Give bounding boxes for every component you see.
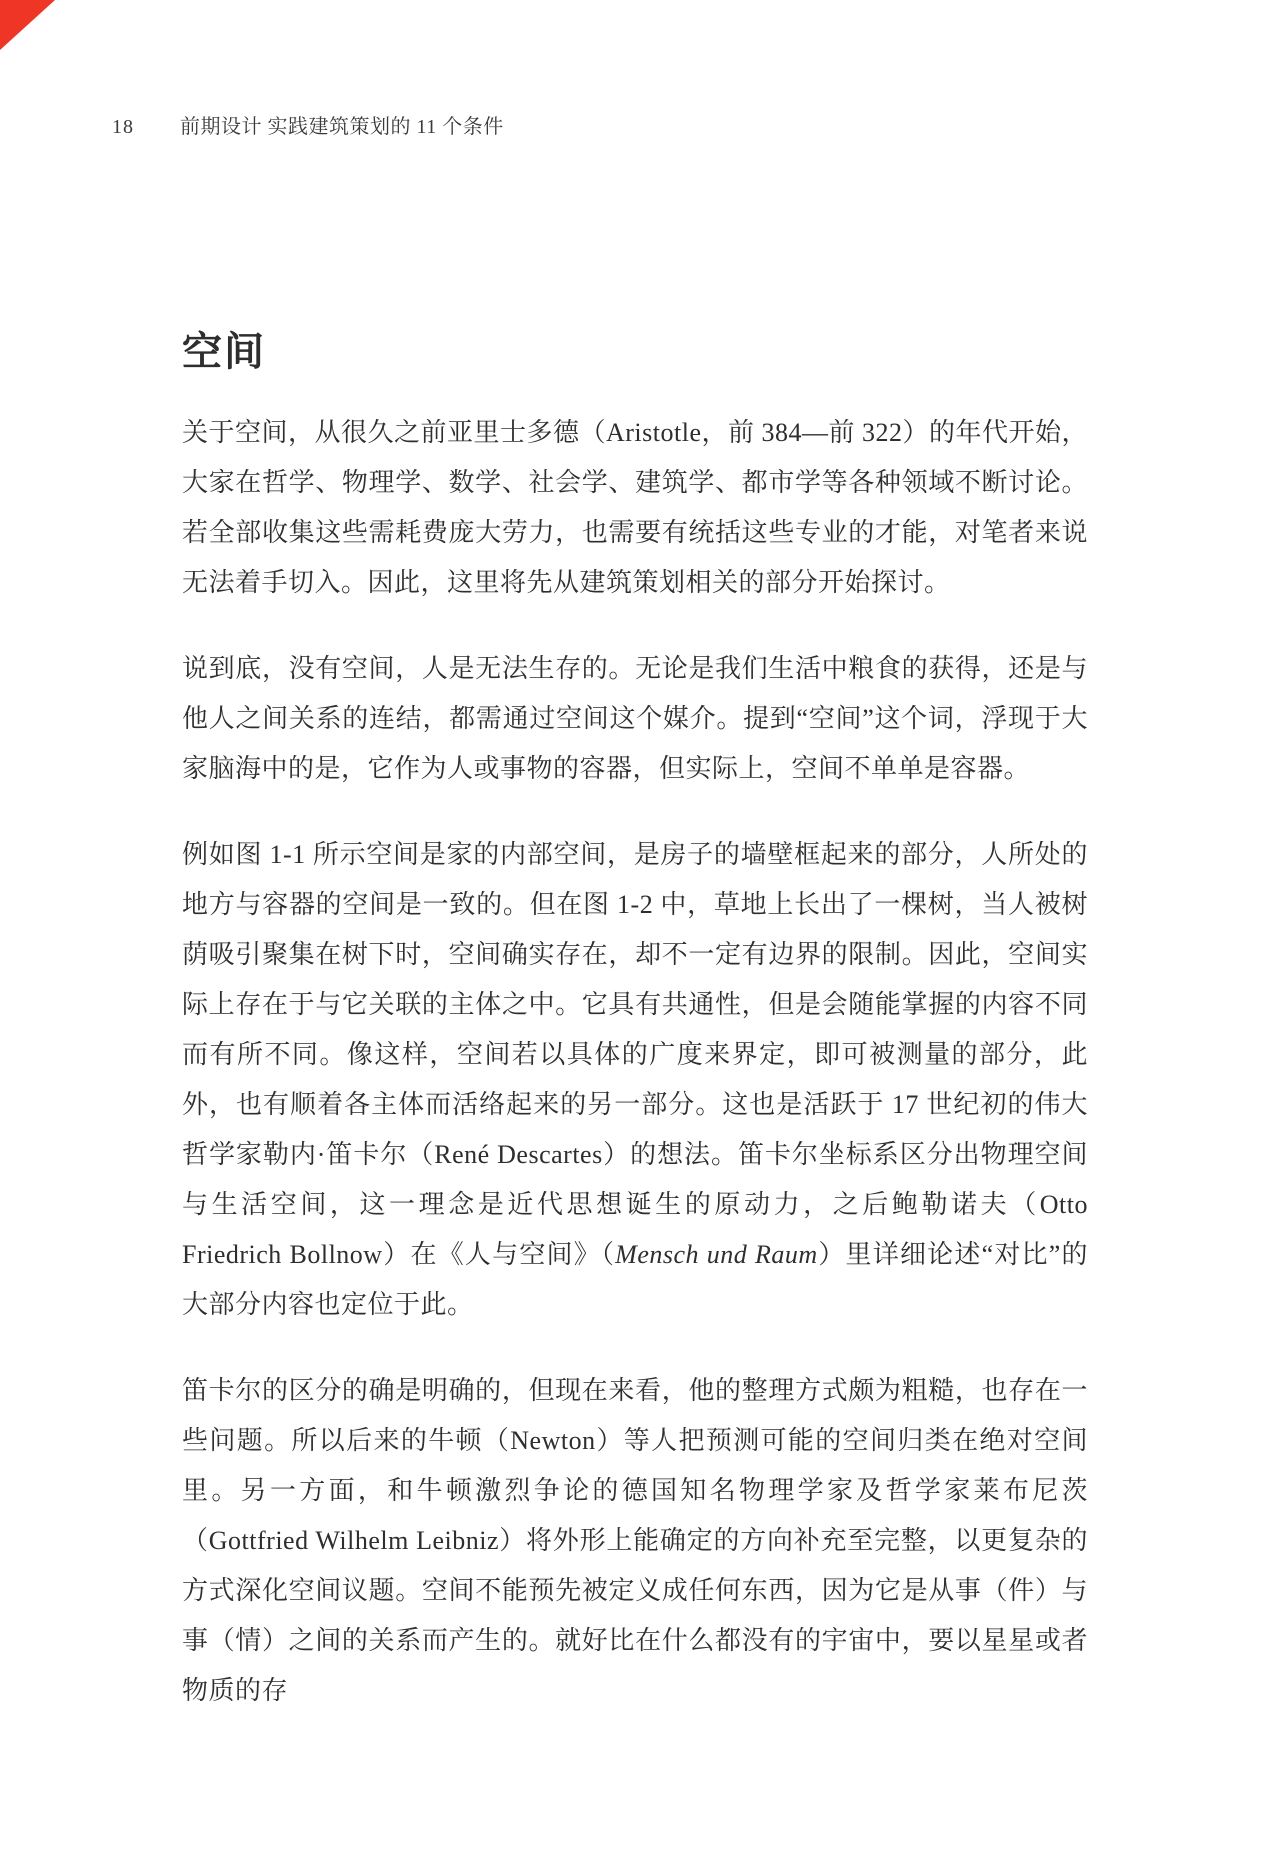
paragraph-3 xyxy=(182,830,1088,1330)
paragraph-2: 说到底，没有空间，人是无法生存的。无论是我们生活中粮食的获得，还是与他人之间关系的连结，都需通过空间这个媒介。提到“空间”这个词，浮现于大家脑海中的是，它作为人或事物的容器，但实际上，空间不单单是容器。 xyxy=(182,654,1088,783)
red-corner-triangle-icon xyxy=(0,0,55,50)
running-title: 前期设计 实践建筑策划的 11 个条件 xyxy=(180,116,504,138)
paragraph-3-book-title-latin: Mensch und Raum xyxy=(615,1240,818,1269)
paragraph-3-text: 例如图 1-1 所示空间是家的内部空间，是房子的墙壁框起来的部分，人所处的地方与容器的空间是一致的。但在图 1-2 中，草地上长出了一棵树，当人被树荫吸引聚集在树下时，空间确实存在，却不一定有边界的限制。因此，空间实际上存在于与它关联的主体之中。它具有共通性，但是会随能掌握的内容不同而有所不同。像这样，空间若以具体的广度来界定，即可被测量的部分，此外，也有顺着各主体而活络起来的另一部分。这也是活跃于 17 世纪初的伟大哲学家勒内·笛卡尔（René Descartes）的想法。笛卡尔坐标系区分出物理空间与生活空间，这一理念是近代思想诞生的原动力，之后鲍勒诺夫（Otto Friedrich Bollnow）在《人与空间》（ xyxy=(182,840,1088,1269)
section-title: 空间 xyxy=(182,329,266,374)
paragraph-1: 关于空间，从很久之前亚里士多德（Aristotle，前 384—前 322）的年代开始，大家在哲学、物理学、数学、社会学、建筑学、都市学等各种领域不断讨论。若全部收集这些需耗费庞大劳力，也需要有统括这些专业的才能，对笔者来说无法着手切入。因此，这里将先从建筑策划相关的部分开始探讨。 xyxy=(182,418,1088,597)
paragraph-4: 笛卡尔的区分的确是明确的，但现在来看，他的整理方式颇为粗糙，也存在一些问题。所以后来的牛顿（Newton）等人把预测可能的空间归类在绝对空间里。另一方面，和牛顿激烈争论的德国知名物理学家及哲学家莱布尼茨（Gottfried Wilhelm Leibniz）将外形上能确定的方向补充至完整，以更复杂的方式深化空间议题。空间不能预先被定义成任何东西，因为它是从事（件）与事（情）之间的关系而产生的。就好比在什么都没有的宇宙中，要以星星或者物质的存 xyxy=(182,1376,1088,1705)
article-body xyxy=(182,329,1088,1716)
page-header xyxy=(0,112,1268,142)
paragraph-3-text-end: ）里详细论述“对比”的大部分内容也定位于此。 xyxy=(182,1240,1088,1319)
page-number: 18 xyxy=(112,116,134,138)
